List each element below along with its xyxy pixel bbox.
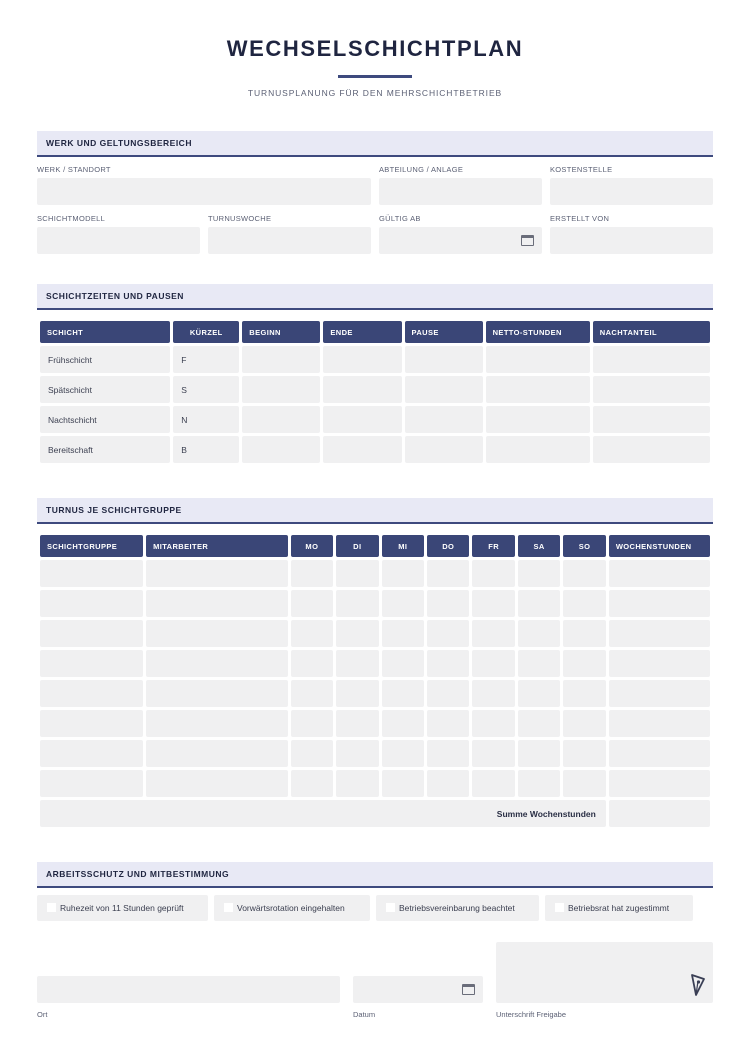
so-cell[interactable] — [563, 560, 605, 587]
column-header: NETTO-STUNDEN — [486, 321, 590, 343]
di-cell[interactable] — [336, 680, 378, 707]
mitarbeiter-cell[interactable] — [146, 710, 288, 737]
turnuswoche-field[interactable] — [208, 227, 371, 254]
table-header-row — [40, 535, 710, 557]
section-heading-arbeitsschutz: ARBEITSSCHUTZ UND MITBESTIMMUNG — [37, 862, 713, 888]
mitarbeiter-cell[interactable] — [146, 740, 288, 767]
fr-cell[interactable] — [472, 590, 514, 617]
mo-cell[interactable] — [291, 770, 333, 797]
nachtanteil-cell[interactable] — [593, 406, 710, 433]
column-header: MI — [382, 535, 424, 557]
checkbox[interactable] — [224, 903, 233, 912]
sum-row — [40, 800, 710, 827]
werk-standort-field[interactable] — [37, 178, 371, 205]
check-label: Vorwärtsrotation eingehalten — [237, 903, 345, 913]
schicht-name: Nachtschicht — [40, 406, 170, 433]
table-row — [40, 680, 710, 707]
column-header: BEGINN — [242, 321, 320, 343]
beginn-cell[interactable] — [242, 436, 320, 463]
mi-cell[interactable] — [382, 650, 424, 677]
sa-cell[interactable] — [518, 680, 560, 707]
label-ort: Ort — [37, 1010, 48, 1019]
column-header: MITARBEITER — [146, 535, 288, 557]
mi-cell[interactable] — [382, 590, 424, 617]
do-cell[interactable] — [427, 590, 469, 617]
do-cell[interactable] — [427, 770, 469, 797]
schichtzeiten-table — [37, 318, 713, 466]
check-ruhezeit[interactable] — [37, 895, 208, 921]
table-row — [40, 590, 710, 617]
fr-cell[interactable] — [472, 620, 514, 647]
mi-cell[interactable] — [382, 620, 424, 647]
sa-cell[interactable] — [518, 590, 560, 617]
wochenstunden-cell[interactable] — [609, 620, 710, 647]
netto-cell[interactable] — [486, 376, 590, 403]
section-arbeitsschutz — [37, 862, 713, 922]
table-row — [40, 560, 710, 587]
label-abteilung: ABTEILUNG / ANLAGE — [379, 165, 464, 174]
mi-cell[interactable] — [382, 560, 424, 587]
column-header: DO — [427, 535, 469, 557]
pause-cell[interactable] — [405, 346, 483, 373]
so-cell[interactable] — [563, 620, 605, 647]
mi-cell[interactable] — [382, 710, 424, 737]
mo-cell[interactable] — [291, 590, 333, 617]
mitarbeiter-cell[interactable] — [146, 620, 288, 647]
column-header: DI — [336, 535, 378, 557]
wochenstunden-cell[interactable] — [609, 650, 710, 677]
schichtgruppe-cell[interactable] — [40, 620, 143, 647]
schicht-name: Frühschicht — [40, 346, 170, 373]
wochenstunden-cell[interactable] — [609, 710, 710, 737]
ort-field[interactable] — [37, 976, 340, 1003]
column-header: SCHICHT — [40, 321, 170, 343]
label-kostenstelle: KOSTENSTELLE — [550, 165, 613, 174]
mo-cell[interactable] — [291, 560, 333, 587]
so-cell[interactable] — [563, 710, 605, 737]
label-werk-standort: WERK / STANDORT — [37, 165, 111, 174]
column-header: KÜRZEL — [173, 321, 239, 343]
fr-cell[interactable] — [472, 770, 514, 797]
schichtmodell-field[interactable] — [37, 227, 200, 254]
so-cell[interactable] — [563, 590, 605, 617]
wochenstunden-cell[interactable] — [609, 590, 710, 617]
abteilung-field[interactable] — [379, 178, 542, 205]
unterschrift-field[interactable] — [496, 942, 713, 1003]
schichtgruppe-cell[interactable] — [40, 560, 143, 587]
sum-wochenstunden-cell[interactable] — [609, 800, 710, 827]
schichtgruppe-cell[interactable] — [40, 650, 143, 677]
section-turnus — [37, 498, 713, 833]
schicht-name: Spätschicht — [40, 376, 170, 403]
mi-cell[interactable] — [382, 770, 424, 797]
fr-cell[interactable] — [472, 560, 514, 587]
column-header: SCHICHTGRUPPE — [40, 535, 143, 557]
fr-cell[interactable] — [472, 650, 514, 677]
fr-cell[interactable] — [472, 710, 514, 737]
schicht-code: F — [173, 346, 239, 373]
mi-cell[interactable] — [382, 680, 424, 707]
table-row — [40, 376, 710, 403]
column-header: MO — [291, 535, 333, 557]
so-cell[interactable] — [563, 770, 605, 797]
wochenstunden-cell[interactable] — [609, 740, 710, 767]
sa-cell[interactable] — [518, 710, 560, 737]
nachtanteil-cell[interactable] — [593, 346, 710, 373]
sa-cell[interactable] — [518, 740, 560, 767]
section-werk — [37, 131, 713, 261]
table-row — [40, 740, 710, 767]
column-header: FR — [472, 535, 514, 557]
mitarbeiter-cell[interactable] — [146, 770, 288, 797]
schichtgruppe-cell[interactable] — [40, 590, 143, 617]
wochenstunden-cell[interactable] — [609, 770, 710, 797]
netto-cell[interactable] — [486, 406, 590, 433]
mitarbeiter-cell[interactable] — [146, 590, 288, 617]
turnus-table — [37, 532, 713, 830]
do-cell[interactable] — [427, 740, 469, 767]
schichtgruppe-cell[interactable] — [40, 710, 143, 737]
di-cell[interactable] — [336, 590, 378, 617]
calendar-icon[interactable] — [462, 984, 475, 995]
datum-field[interactable] — [353, 976, 483, 1003]
beginn-cell[interactable] — [242, 376, 320, 403]
di-cell[interactable] — [336, 770, 378, 797]
title-underline — [338, 75, 412, 78]
nachtanteil-cell[interactable] — [593, 376, 710, 403]
mo-cell[interactable] — [291, 680, 333, 707]
sum-label: Summe Wochenstunden — [40, 800, 606, 827]
checkbox[interactable] — [555, 903, 564, 912]
column-header: ENDE — [323, 321, 401, 343]
do-cell[interactable] — [427, 650, 469, 677]
so-cell[interactable] — [563, 650, 605, 677]
label-datum: Datum — [353, 1010, 376, 1019]
mitarbeiter-cell[interactable] — [146, 650, 288, 677]
sa-cell[interactable] — [518, 620, 560, 647]
ende-cell[interactable] — [323, 376, 401, 403]
gueltig-ab-field[interactable] — [379, 227, 542, 254]
schicht-code: B — [173, 436, 239, 463]
kostenstelle-field[interactable] — [550, 178, 713, 205]
table-row — [40, 346, 710, 373]
mo-cell[interactable] — [291, 620, 333, 647]
column-header: PAUSE — [405, 321, 483, 343]
fr-cell[interactable] — [472, 680, 514, 707]
schichtgruppe-cell[interactable] — [40, 770, 143, 797]
schicht-code: S — [173, 376, 239, 403]
check-vorwaertsrotation[interactable] — [214, 895, 370, 921]
di-cell[interactable] — [336, 620, 378, 647]
check-betriebsrat[interactable] — [545, 895, 693, 921]
do-cell[interactable] — [427, 710, 469, 737]
checkbox[interactable] — [47, 903, 56, 912]
pause-cell[interactable] — [405, 376, 483, 403]
di-cell[interactable] — [336, 740, 378, 767]
table-row — [40, 406, 710, 433]
label-schichtmodell: SCHICHTMODELL — [37, 214, 106, 223]
schichtgruppe-cell[interactable] — [40, 740, 143, 767]
check-label: Betriebsrat hat zugestimmt — [568, 903, 670, 913]
wochenstunden-cell[interactable] — [609, 560, 710, 587]
page-title: WECHSELSCHICHTPLAN — [226, 36, 524, 61]
checklist — [37, 895, 713, 921]
column-header: WOCHENSTUNDEN — [609, 535, 710, 557]
nachtanteil-cell[interactable] — [593, 436, 710, 463]
sa-cell[interactable] — [518, 650, 560, 677]
check-label: Ruhezeit von 11 Stunden geprüft — [60, 903, 184, 913]
table-row — [40, 770, 710, 797]
table-header-row — [40, 321, 710, 343]
label-turnuswoche: TURNUSWOCHE — [208, 214, 272, 223]
label-erstellt-von: ERSTELLT VON — [550, 214, 610, 223]
section-heading-schichtzeiten: SCHICHTZEITEN UND PAUSEN — [37, 284, 713, 310]
di-cell[interactable] — [336, 710, 378, 737]
column-header: SO — [563, 535, 605, 557]
schichtgruppe-cell[interactable] — [40, 680, 143, 707]
di-cell[interactable] — [336, 650, 378, 677]
wochenstunden-cell[interactable] — [609, 680, 710, 707]
section-schichtzeiten — [37, 284, 713, 474]
fr-cell[interactable] — [472, 740, 514, 767]
pen-nib-icon — [689, 973, 707, 997]
table-row — [40, 436, 710, 463]
section-heading-werk: WERK UND GELTUNGSBEREICH — [37, 131, 713, 157]
di-cell[interactable] — [336, 560, 378, 587]
erstellt-von-field[interactable] — [550, 227, 713, 254]
schicht-name: Bereitschaft — [40, 436, 170, 463]
so-cell[interactable] — [563, 740, 605, 767]
mi-cell[interactable] — [382, 740, 424, 767]
mo-cell[interactable] — [291, 740, 333, 767]
mitarbeiter-cell[interactable] — [146, 560, 288, 587]
check-label: Betriebsvereinbarung beachtet — [399, 903, 515, 913]
check-betriebsvereinbarung[interactable] — [376, 895, 539, 921]
pause-cell[interactable] — [405, 406, 483, 433]
beginn-cell[interactable] — [242, 406, 320, 433]
do-cell[interactable] — [427, 680, 469, 707]
sa-cell[interactable] — [518, 560, 560, 587]
calendar-icon[interactable] — [521, 235, 534, 246]
do-cell[interactable] — [427, 620, 469, 647]
netto-cell[interactable] — [486, 346, 590, 373]
mitarbeiter-cell[interactable] — [146, 680, 288, 707]
label-unterschrift: Unterschrift Freigabe — [496, 1010, 567, 1019]
table-row — [40, 650, 710, 677]
section-heading-turnus: TURNUS JE SCHICHTGRUPPE — [37, 498, 713, 524]
netto-cell[interactable] — [486, 436, 590, 463]
ende-cell[interactable] — [323, 406, 401, 433]
do-cell[interactable] — [427, 560, 469, 587]
ende-cell[interactable] — [323, 436, 401, 463]
column-header: NACHTANTEIL — [593, 321, 710, 343]
ende-cell[interactable] — [323, 346, 401, 373]
page-subtitle: TURNUSPLANUNG FÜR DEN MEHRSCHICHTBETRIEB — [247, 88, 503, 98]
column-header: SA — [518, 535, 560, 557]
so-cell[interactable] — [563, 680, 605, 707]
sa-cell[interactable] — [518, 770, 560, 797]
checkbox[interactable] — [386, 903, 395, 912]
pause-cell[interactable] — [405, 436, 483, 463]
mo-cell[interactable] — [291, 710, 333, 737]
table-row — [40, 620, 710, 647]
table-row — [40, 710, 710, 737]
mo-cell[interactable] — [291, 650, 333, 677]
beginn-cell[interactable] — [242, 346, 320, 373]
schicht-code: N — [173, 406, 239, 433]
label-gueltig-ab: GÜLTIG AB — [379, 214, 421, 223]
